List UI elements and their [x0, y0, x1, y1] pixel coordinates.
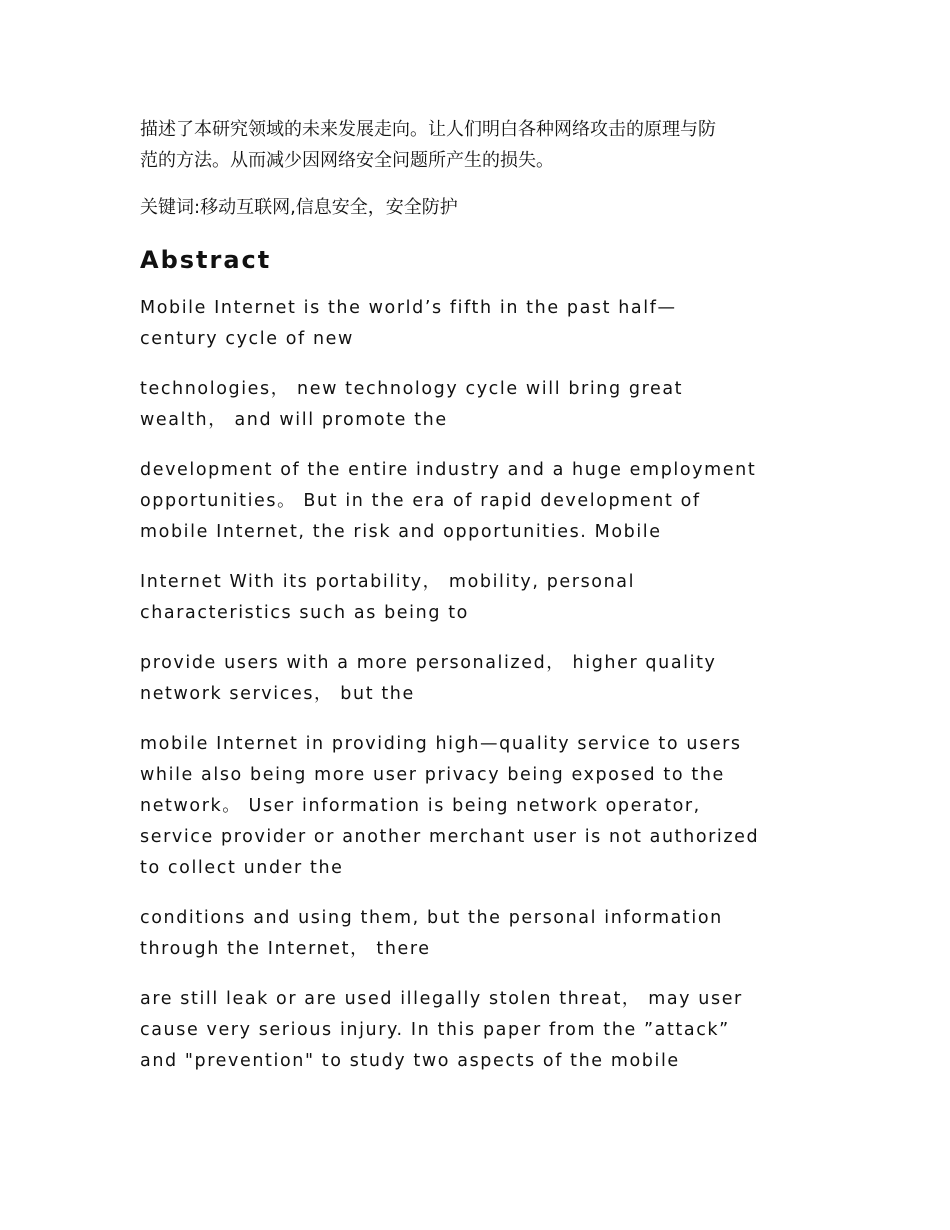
abstract-paragraph [140, 455, 820, 548]
text-line: development of the entire industry and a huge employment [140, 460, 757, 480]
abstract-paragraph [140, 567, 820, 629]
abstract-paragraph [140, 984, 820, 1077]
abstract-paragraph [140, 293, 820, 355]
text-line: to collect under the [140, 858, 344, 878]
abstract-paragraph [140, 729, 820, 884]
text-line: characteristics such as being to [140, 603, 469, 623]
chinese-summary-paragraph [140, 114, 820, 176]
text-line: through the Internet， there [140, 939, 431, 959]
text-line: mobile Internet, the risk and opportunities. Mobile [140, 522, 662, 542]
abstract-heading: Abstract [140, 246, 272, 274]
text-line: provide users with a more personalized， higher quality [140, 653, 717, 673]
text-line: cause very serious injury. In this paper from the ”attack” [140, 1020, 730, 1040]
abstract-paragraph [140, 648, 820, 710]
text-line: service provider or another merchant user is not authorized [140, 827, 760, 847]
text-line: are still leak or are used illegally stolen threat， may user [140, 989, 743, 1009]
document-page [140, 114, 820, 1096]
text-line: and "prevention" to study two aspects of the mobile [140, 1051, 680, 1071]
abstract-paragraph [140, 374, 820, 436]
text-line: century cycle of new [140, 329, 354, 349]
text-line: wealth， and will promote the [140, 410, 448, 430]
text-line: technologies， new technology cycle will bring great [140, 379, 684, 399]
text-line: Internet With its portability， mobility, personal [140, 572, 636, 592]
text-line: network。 User information is being network operator, [140, 796, 701, 816]
text-line: mobile Internet in providing high—quality service to users [140, 734, 742, 754]
text-line: opportunities。 But in the era of rapid development of [140, 491, 701, 511]
text-line: Mobile Internet is the world’s fifth in the past half— [140, 298, 677, 318]
keywords-line: 关键词:移动互联网,信息安全，安全防护 [140, 197, 458, 218]
text-line: while also being more user privacy being exposed to the [140, 765, 725, 785]
abstract-paragraph [140, 903, 820, 965]
text-line: 描述了本研究领域的未来发展走向。让人们明白各种网络攻击的原理与防 [140, 119, 716, 140]
text-line: conditions and using them, but the personal information [140, 908, 723, 928]
text-line: 范的方法。从而减少因网络安全问题所产生的损失。 [140, 150, 554, 171]
text-line: network services， but the [140, 684, 415, 704]
